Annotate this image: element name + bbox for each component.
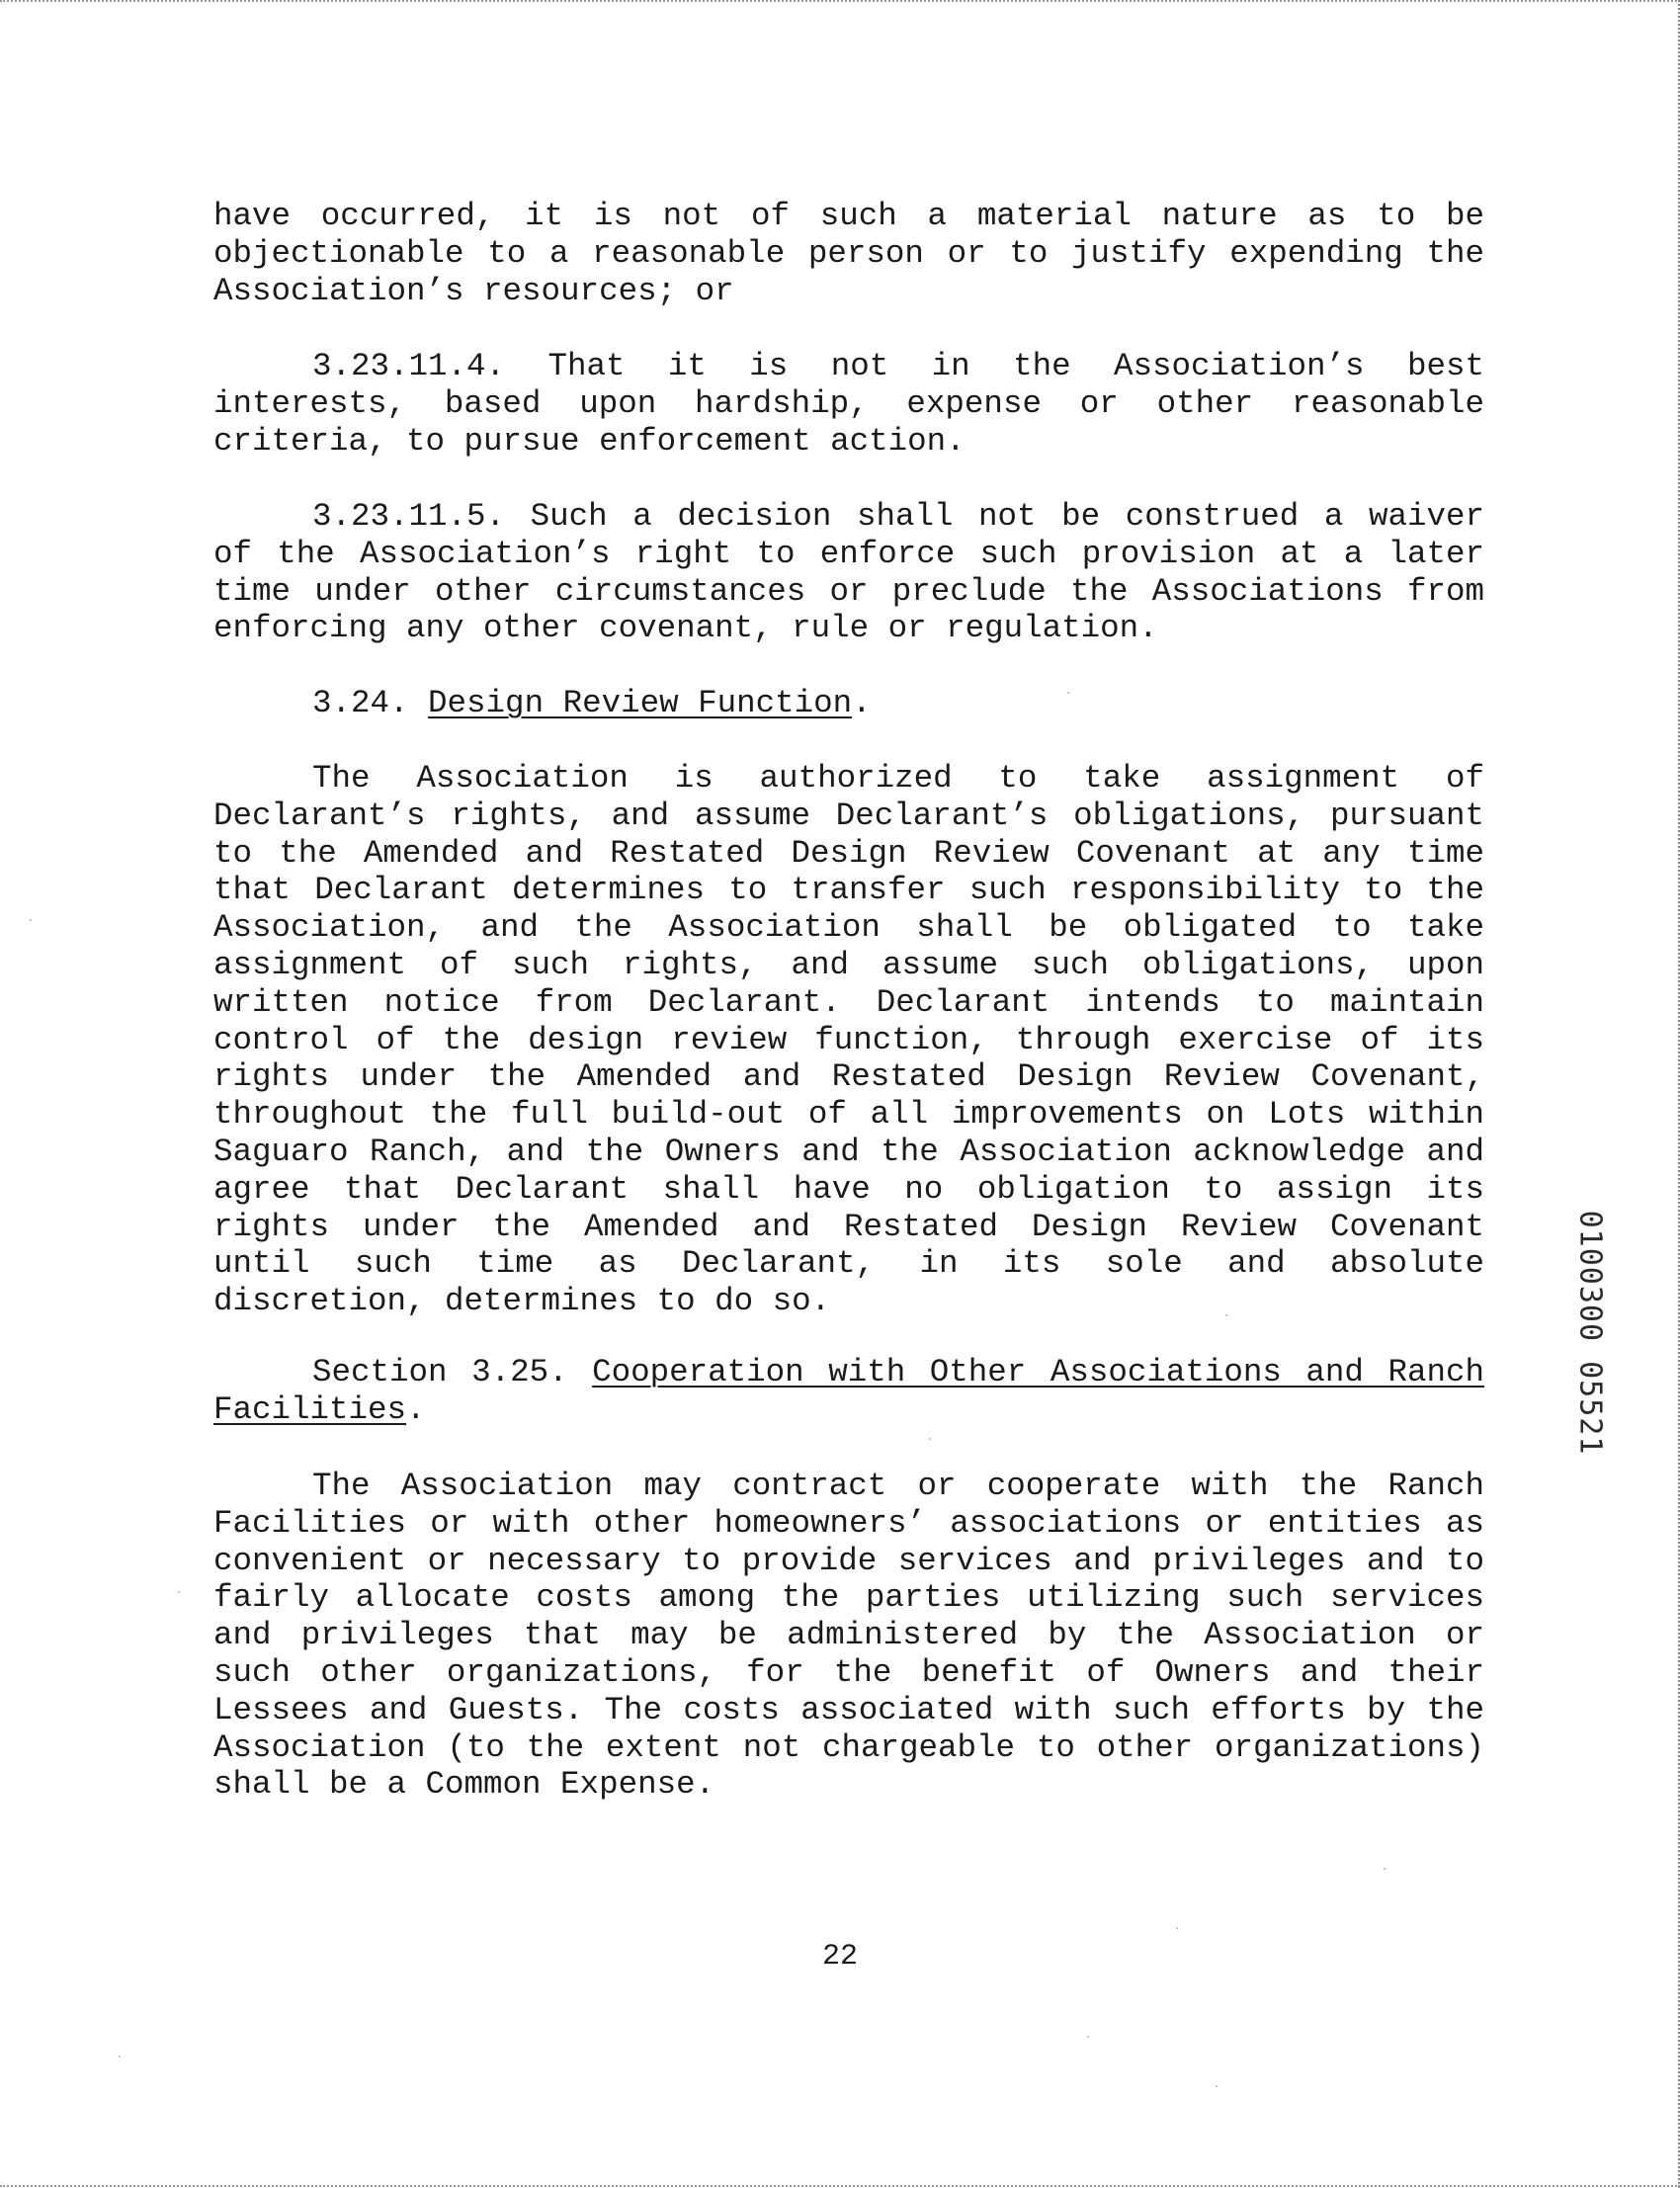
- scan-speck: [929, 1438, 931, 1440]
- page-number: 22: [821, 1940, 858, 1974]
- scan-edge-top: [0, 0, 1680, 3]
- paragraph-3-23-11-5: 3.23.11.5. Such a decision shall not be construed a waiver of the Association’s right to enforce such provision at a later time under other circumstances or preclude the Associations from enforcing any other covenant, rule or regulation.: [213, 498, 1484, 647]
- scan-speck: [1067, 692, 1069, 694]
- scan-speck: [1225, 1314, 1227, 1316]
- heading-3-24: [213, 685, 1484, 722]
- heading-3-24-title: Design Review Function: [428, 685, 853, 721]
- heading-3-24-period: .: [852, 685, 872, 721]
- recording-stamp: [1562, 1199, 1618, 1466]
- scan-speck: [1216, 2085, 1218, 2087]
- scan-speck: [1087, 2036, 1089, 2038]
- paragraph-design-review: The Association is authorized to take assignment of Declarant’s rights, and assume Declarant’s obligations, pursuant to the Amended and Restated Design Review Covenant at any time that Declarant determines to transfer such responsibility to the Association, and the Association shall be obligated to take assignment of such rights, and assume such obligations, upon written notice from Declarant. Declarant intends to maintain control of the design review function, through exercise of its rights under the Amended and Restated Design Review Covenant, throughout the full build-out of all improvements on Lots within Saguaro Ranch, and the Owners and the Association acknowledge and agree that Declarant shall have no obligation to assign its rights under the Amended and Restated Design Review Covenant until such time as Declarant, in its sole and absolute discretion, determines to do so.: [213, 760, 1484, 1320]
- heading-section-3-25: [213, 1354, 1484, 1429]
- heading-3-25-title: Cooperation with Other Associations and Ranch Facilities: [213, 1354, 1484, 1428]
- scan-speck: [1384, 1868, 1386, 1870]
- scan-speck: [178, 1591, 180, 1593]
- scan-speck: [30, 919, 32, 921]
- paragraph-3-23-11-4: 3.23.11.4. That it is not in the Association’s best interests, based upon hardship, expense or other reasonable criteria, to pursue enforcement action.: [213, 348, 1484, 460]
- paragraph-cooperation: The Association may contract or cooperate with the Ranch Facilities or with other homeowners’ associations or entities as convenient or necessary to provide services and privileges and to fairly allocate costs among the parties utilizing such services and privileges that may be administered by the Association or such other organizations, for the benefit of Owners and their Lessees and Guests. The costs associated with such efforts by the Association (to the extent not chargeable to other organizations) shall be a Common Expense.: [213, 1468, 1484, 1804]
- heading-3-25-period: .: [406, 1390, 426, 1428]
- scan-speck: [119, 2056, 121, 2058]
- scan-speck: [1176, 1927, 1178, 1929]
- paragraph-continuation: have occurred, it is not of such a material nature as to be objectionable to a reasonable person or to justify expending the Association’s resources; or: [213, 198, 1484, 309]
- heading-3-25-number: Section 3.25.: [312, 1354, 568, 1390]
- recording-stamp-number: 0100300 05521: [1572, 1210, 1608, 1455]
- heading-3-24-number: 3.24.: [312, 685, 409, 721]
